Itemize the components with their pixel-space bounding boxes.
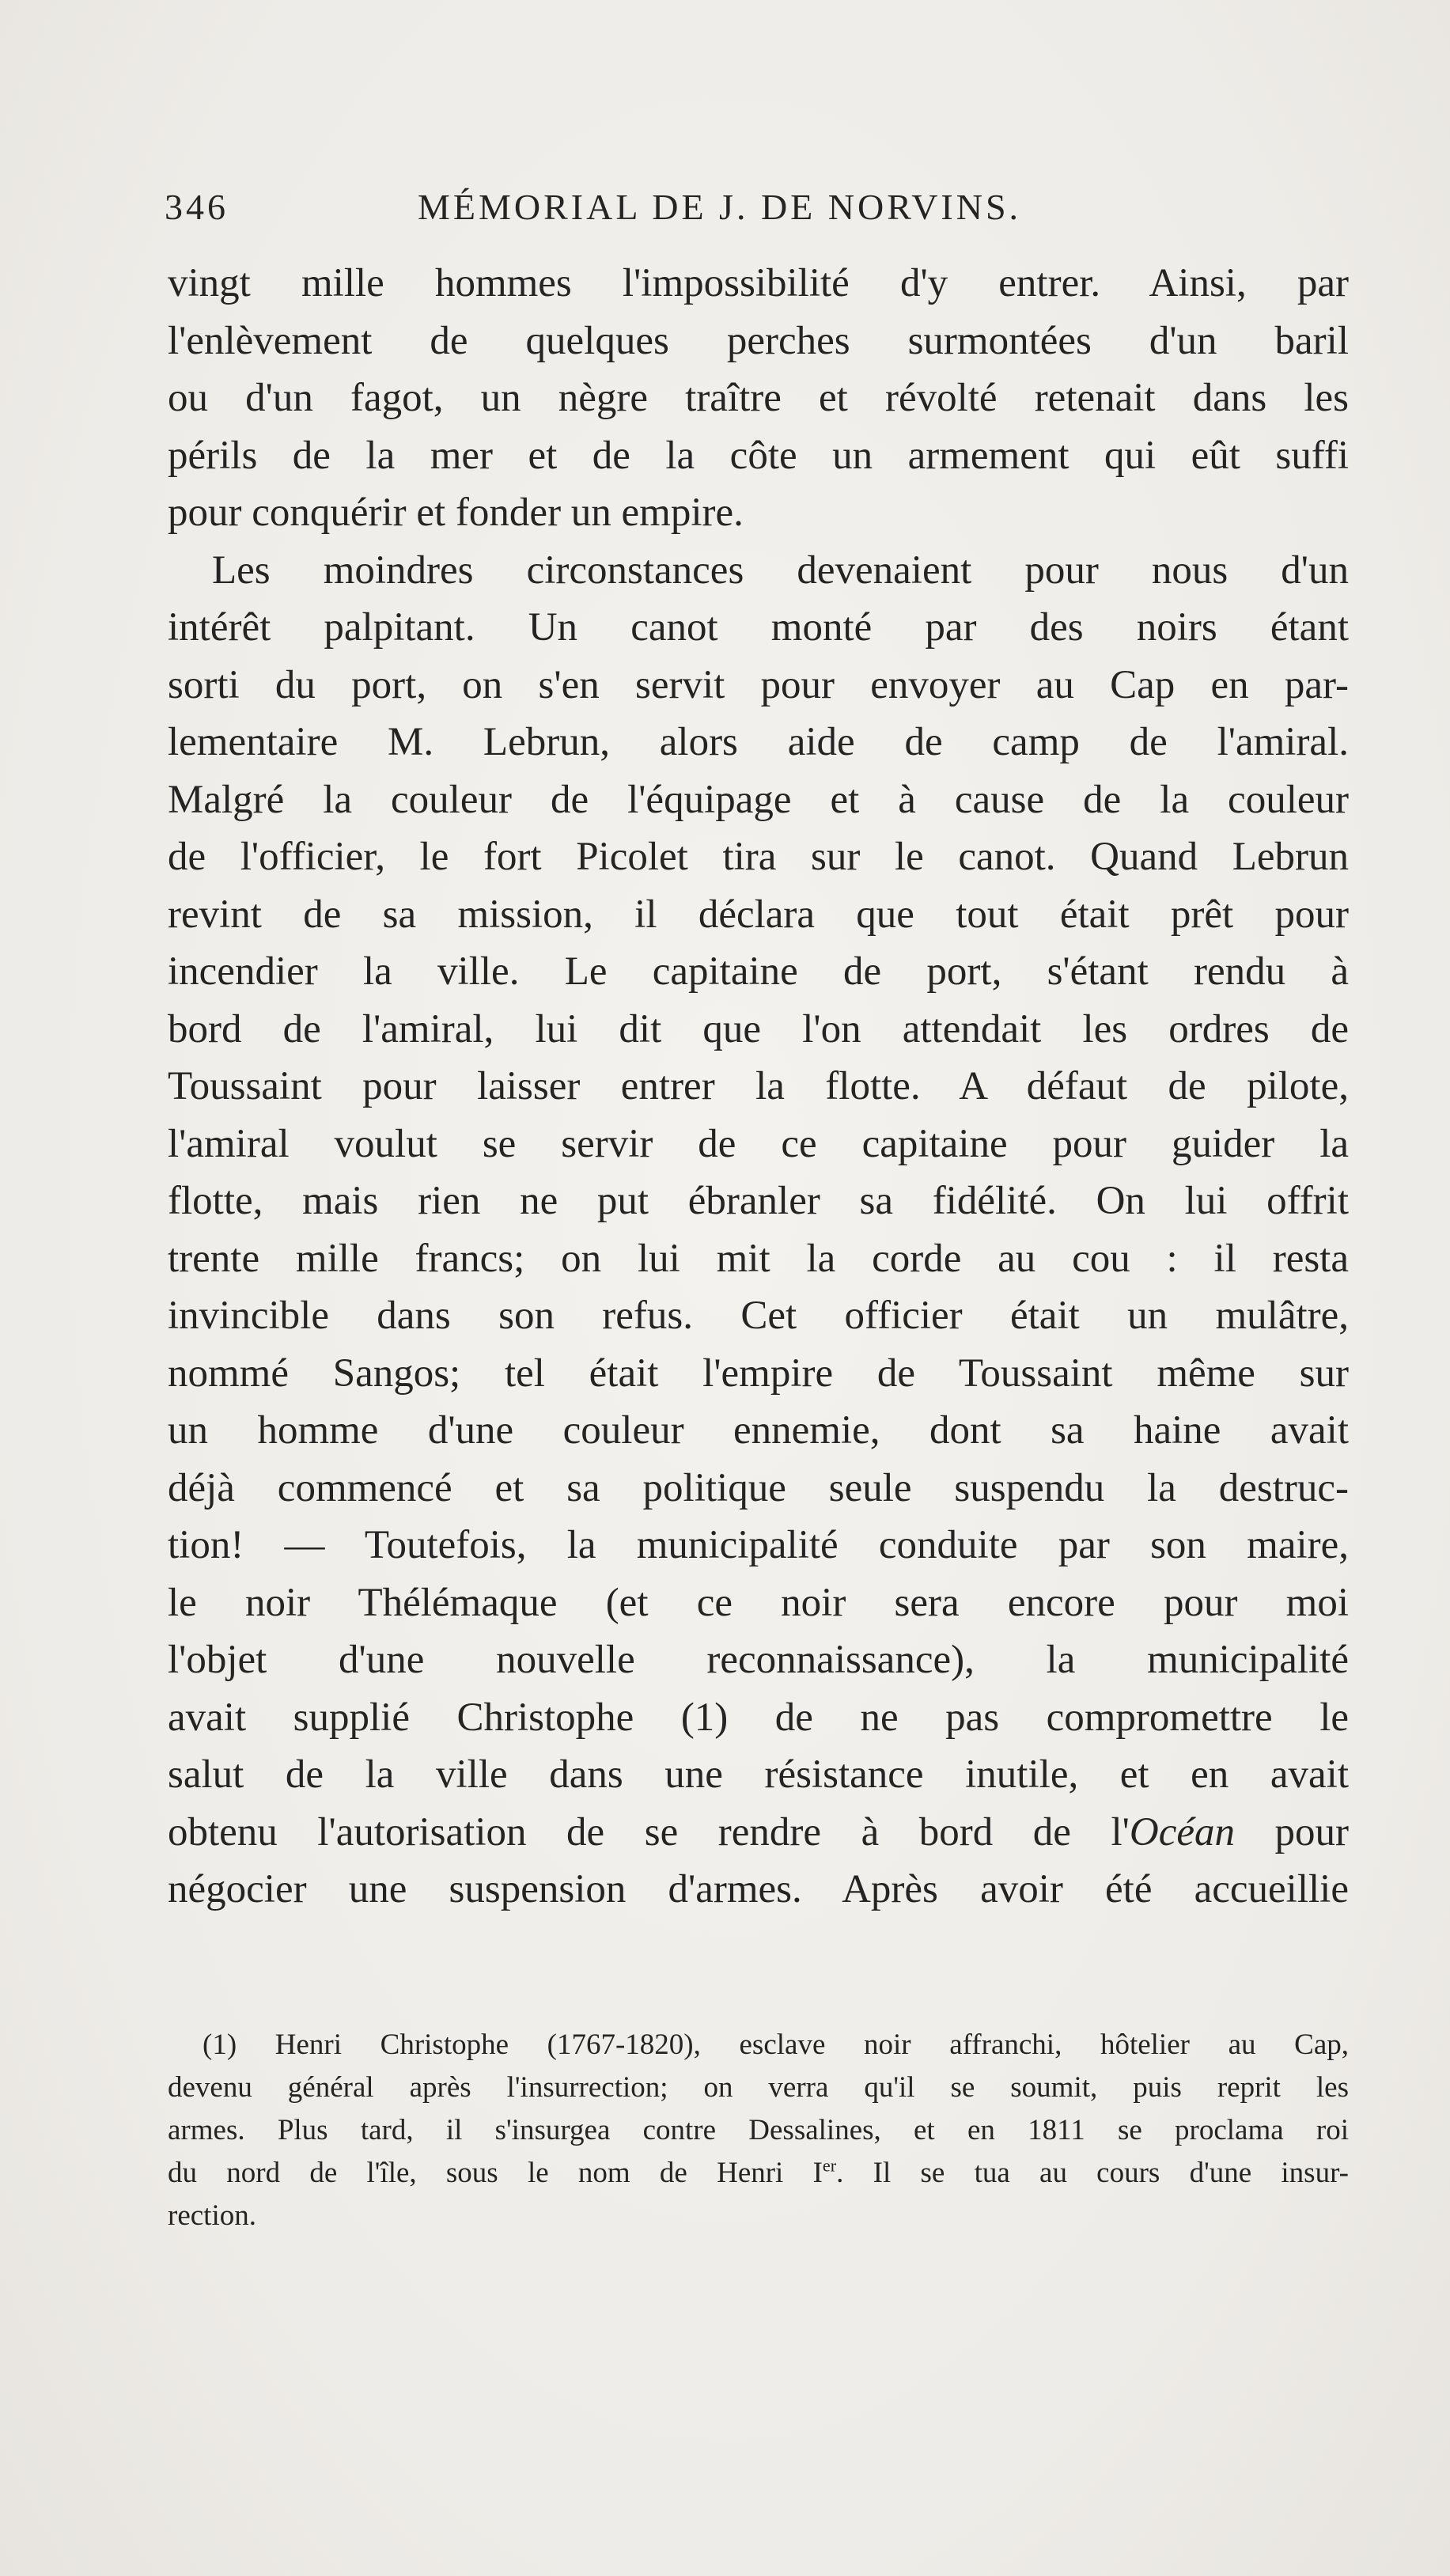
text-line: Les moindres circonstances devenaient pour nous d'un [212,547,1349,593]
text-segment: obtenu l'autorisation de se rendre à bord de l' [168,1809,1130,1854]
text-line: périls de la mer et de la côte un armement qui eût suffi [168,433,1349,478]
text-line: de l'officier, le fort Picolet tira sur le canot. Quand Lebrun [168,835,1349,879]
text-line: négocier une suspension d'armes. Après avoir été accueillie [168,1867,1349,1911]
text-line: invincible dans son refus. Cet officier était un mulâtre, [168,1294,1349,1338]
footnote-line: armes. Plus tard, il s'insurgea contre Dessalines, et en 1811 se proclama roi [168,2114,1349,2146]
text-segment: . Il se tua au cours d'une insur- [836,2157,1349,2189]
text-line: un homme d'une couleur ennemie, dont sa haine avait [168,1408,1349,1453]
footnote-line: devenu général après l'insurrection; on verra qu'il se soumit, puis reprit les [168,2071,1349,2104]
text-line: Malgré la couleur de l'équipage et à cause de la couleur [168,777,1349,822]
text-line: le noir Thélémaque (et ce noir sera encore pour moi [168,1580,1349,1625]
text-line: avait supplié Christophe (1) de ne pas compromettre le [168,1695,1349,1740]
text-line: l'objet d'une nouvelle reconnaissance), la municipalité [168,1638,1349,1682]
text-line: tion! — Toutefois, la municipalité conduite par son maire, [168,1523,1349,1567]
text-line: trente mille francs; on lui mit la corde au cou : il resta [168,1236,1349,1281]
main-text [168,255,1349,1919]
running-title: MÉMORIAL DE J. DE NORVINS. [418,187,1022,227]
text-line: lementaire M. Lebrun, alors aide de camp de l'amiral. [168,720,1349,764]
page-header [165,184,1367,231]
text-line: Toussaint pour laisser entrer la flotte. A défaut de pilote, [168,1064,1349,1108]
superscript: er [822,2155,837,2176]
text-line: sorti du port, on s'en servit pour envoyer au Cap en par- [168,662,1349,707]
text-line: nommé Sangos; tel était l'empire de Toussaint même sur [168,1351,1349,1396]
page-number: 346 [165,187,229,227]
text-line: ou d'un fagot, un nègre traître et révolté retenait dans les [168,376,1349,420]
footnote-line [168,2152,1349,2195]
text-line: revint de sa mission, il déclara que tout était prêt pour [168,892,1349,937]
footnote-line: (1) Henri Christophe (1767-1820), esclave noir affranchi, hôtelier au Cap, [203,2029,1349,2061]
text-line: flotte, mais rien ne put ébranler sa fidélité. On lui offrit [168,1179,1349,1223]
text-line: bord de l'amiral, lui dit que l'on attendait les ordres de [168,1006,1349,1051]
footnote-line: rection. [168,2199,256,2232]
text-line: intérêt palpitant. Un canot monté par des noirs étant [168,605,1349,650]
text-line: vingt mille hommes l'impossibilité d'y entrer. Ainsi, par [168,261,1349,305]
ship-name-italic: Océan [1129,1809,1235,1854]
text-line: pour conquérir et fonder un empire. [168,491,744,535]
text-segment: pour [1234,1809,1350,1854]
text-line: incendier la ville. Le capitaine de port, s'étant rendu à [168,949,1349,994]
text-line [168,1804,1349,1862]
text-line: déjà commencé et sa politique seule suspendu la destruc- [168,1465,1349,1510]
text-line: l'enlèvement de quelques perches surmontées d'un baril [168,318,1349,363]
text-line: l'amiral voulut se servir de ce capitaine pour guider la [168,1121,1349,1166]
text-line: salut de la ville dans une résistance inutile, et en avait [168,1752,1349,1797]
text-segment: du nord de l'île, sous le nom de Henri I [168,2157,823,2189]
footnote [168,2024,1349,2237]
